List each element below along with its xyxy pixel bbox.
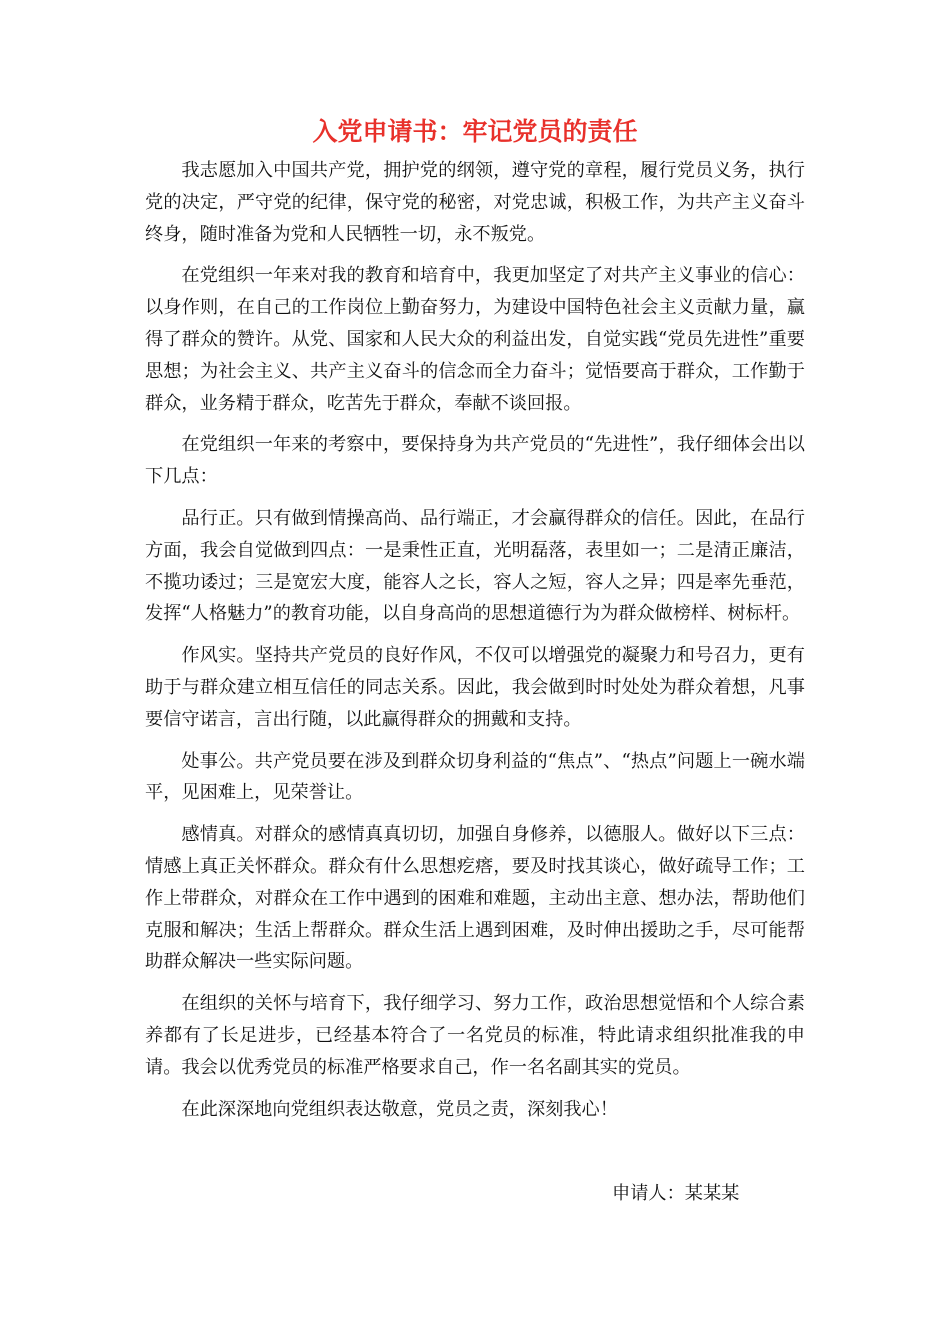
paragraph-request: 在组织的关怀与培育下，我仔细学习、努力工作，政治思想觉悟和个人综合素养都有了长足进步，已经基本符合了一名党员的标准，特此请求组织批准我的申请。我会以优秀党员的标准严格要求自己，作一名名副其实的党员。: [145, 993, 805, 1078]
paragraph-conduct: 品行正。只有做到情操高尚、品行端正，才会赢得群众的信任。因此，在品行方面，我会自觉做到四点：一是秉性正直，光明磊落，表里如一；二是清正廉洁，不揽功诿过；三是宽宏大度，能容人之长，容人之短，容人之异；四是率先垂范，发挥“人格魅力”的教育功能，以自身高尚的思想道德行为为群众做榜样、树标杆。: [145, 507, 805, 625]
paragraph-sincerity: 感情真。对群众的感情真真切切，加强自身修养，以德服人。做好以下三点：情感上真正关怀群众。群众有什么思想疙瘩，要及时找其谈心，做好疏导工作；工作上带群众，对群众在工作中遇到的困难和难题，主动出主意、想办法，帮助他们克服和解决；生活上帮群众。群众生活上遇到困难，及时伸出援助之手，尽可能帮助群众解决一些实际问题。: [145, 824, 805, 973]
document-title: 入党申请书：牢记党员的责任: [312, 117, 638, 146]
document-body: [145, 155, 805, 1125]
paragraph-inspection: 在党组织一年来的考察中，要保持身为共产党员的“先进性”，我仔细体会出以下几点：: [145, 434, 805, 488]
paragraph-pledge: 我志愿加入中国共产党，拥护党的纲领，遵守党的章程，履行党员义务，执行党的决定，严守党的纪律，保守党的秘密，对党忠诚，积极工作，为共产主义奋斗终身，随时准备为党和人民牺牲一切，永不叛党。: [145, 160, 805, 245]
paragraph-education: 在党组织一年来对我的教育和培育中，我更加坚定了对共产主义事业的信心：以身作则，在自己的工作岗位上勤奋努力，为建设中国特色社会主义贡献力量，赢得了群众的赞许。从党、国家和人民大众的利益出发，自觉实践“党员先进性”重要思想；为社会主义、共产主义奋斗的信念而全力奋斗；觉悟要高于群众，工作勤于群众，业务精于群众，吃苦先于群众，奉献不谈回报。: [145, 265, 805, 414]
applicant-signature: 申请人：某某某: [612, 1183, 740, 1204]
paragraph-fairness: 处事公。共产党员要在涉及到群众切身利益的“焦点”、“热点”问题上一碗水端平，见困难上，见荣誉让。: [145, 750, 805, 804]
paragraph-closing: 在此深深地向党组织表达敬意，党员之责，深刻我心！: [181, 1098, 618, 1120]
paragraph-style: 作风实。坚持共产党员的良好作风，不仅可以增强党的凝聚力和号召力，更有助于与群众建立相互信任的同志关系。因此，我会做到时时处处为群众着想，凡事要信守诺言，言出行随，以此赢得群众的拥戴和支持。: [145, 645, 805, 730]
